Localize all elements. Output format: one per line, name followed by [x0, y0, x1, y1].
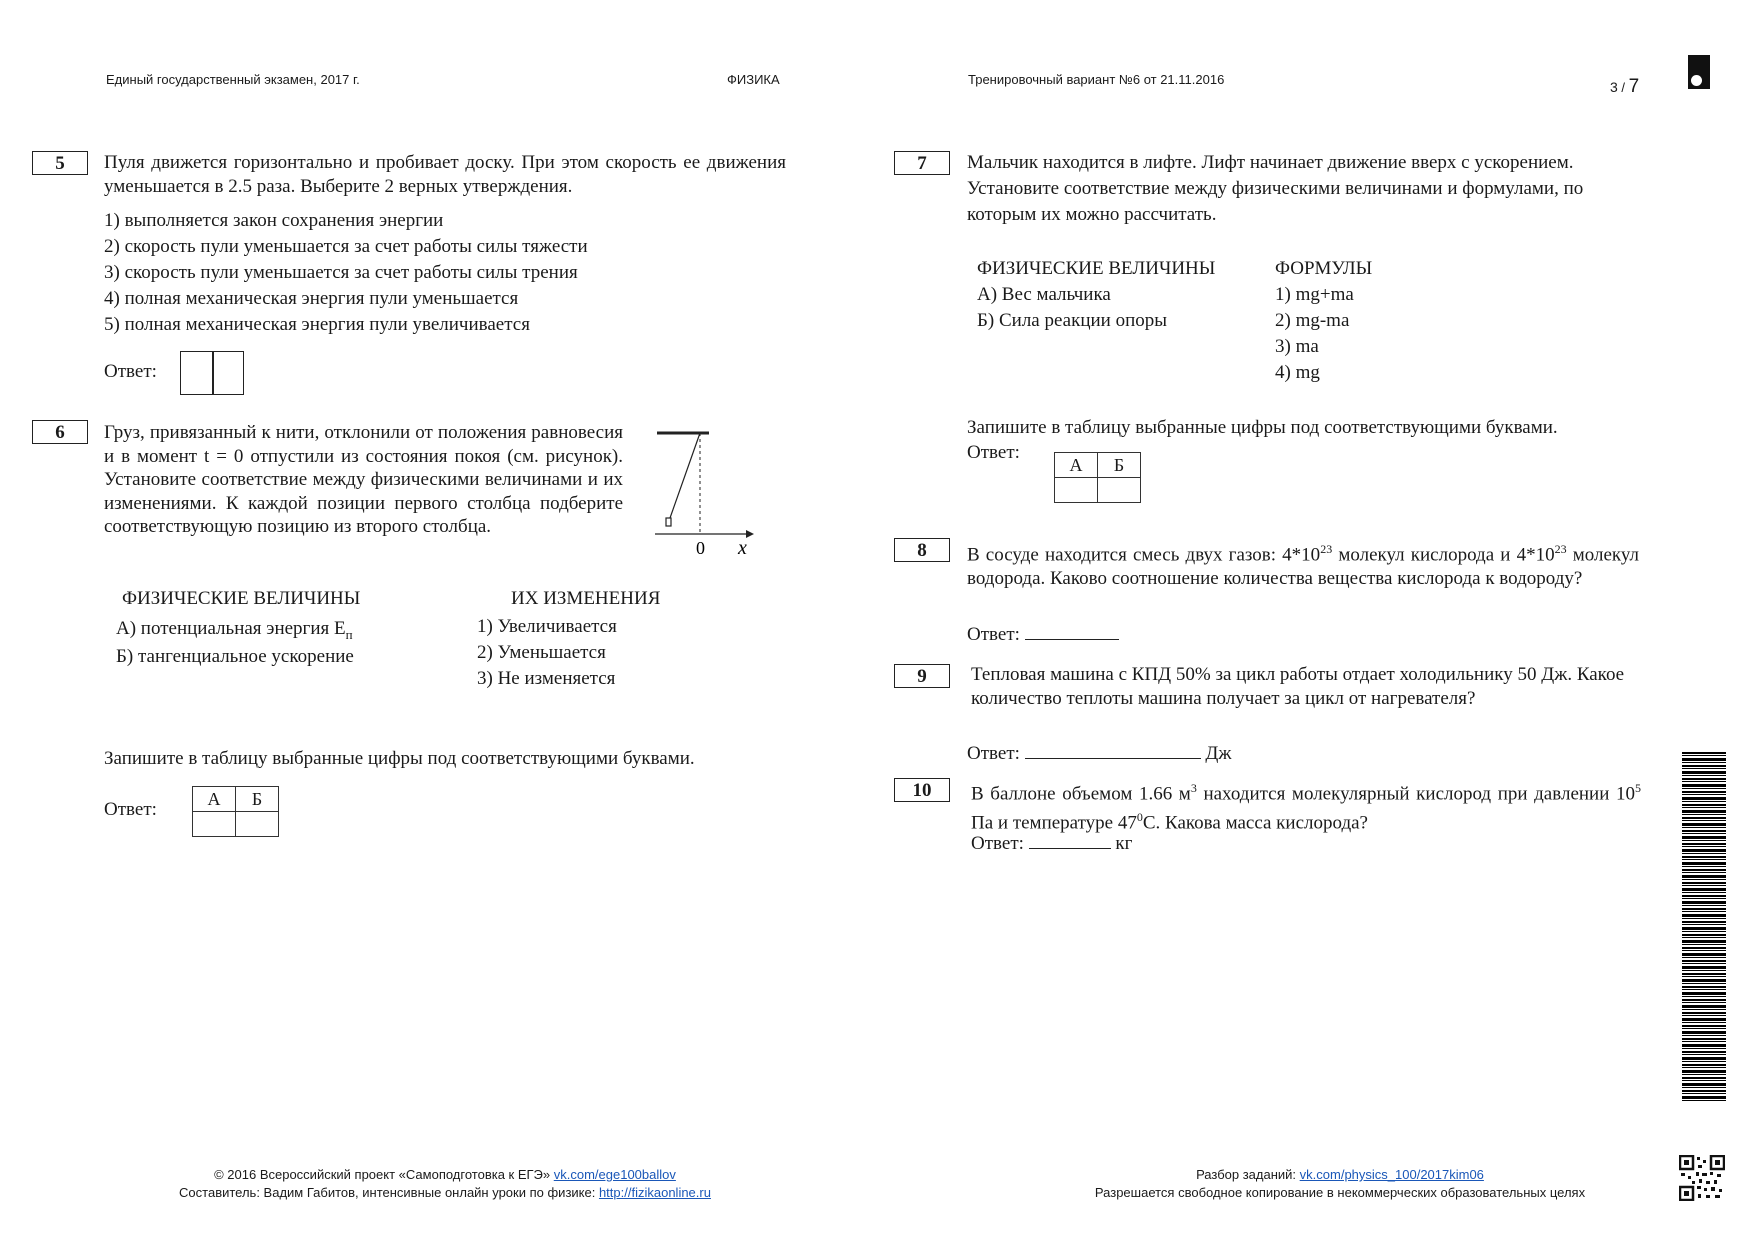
pendulum-string: [670, 433, 700, 518]
q7-text: Мальчик находится в лифте. Лифт начинает движение вверх с ускорением. Установите соответствие между физическими величинами и формулами, по которым их можно рассчитать.: [967, 152, 1584, 225]
q9-answer: [967, 743, 1232, 765]
q7-answer-table: [1054, 452, 1141, 503]
q7-instruction: Запишите в таблицу выбранные цифры под соответствующими буквами.: [967, 417, 1558, 438]
q10-text-part: Па и температуре 47: [971, 812, 1137, 834]
q10-exponent: 0: [1136, 809, 1143, 824]
header-subject: ФИЗИКА: [727, 72, 780, 87]
corner-marker-icon: [1688, 55, 1716, 89]
footer-left-line1: [0, 1167, 890, 1182]
q7-col2-item: 2) mg-ma: [1275, 310, 1350, 331]
q5-option: 3) скорость пули уменьшается за счет работы силы трения: [104, 262, 578, 283]
q5-answer-label: Ответ:: [104, 361, 157, 382]
q6-col2-header: ИХ ИЗМЕНЕНИЯ: [511, 588, 661, 609]
q6-instruction: Запишите в таблицу выбранные цифры под соответствующими буквами.: [104, 748, 695, 769]
question-number-9: 9: [894, 664, 950, 688]
question-number-5: 5: [32, 151, 88, 175]
footer-author-link[interactable]: http://fizikaonline.ru: [598, 1185, 711, 1200]
q10-answer: [971, 833, 1132, 855]
q6-table-header-a: А: [193, 787, 236, 812]
q7-col2-item: 3) ma: [1275, 336, 1319, 357]
q8-answer-label: Ответ:: [967, 624, 1020, 645]
x-axis-arrow-icon: [746, 530, 754, 538]
q6-col2-item: 1) Увеличивается: [477, 616, 617, 637]
q5-answer-box[interactable]: [180, 351, 244, 395]
q9-answer-label: Ответ:: [967, 743, 1020, 764]
q10-text-part: находится молекулярный кислород при давлении 10: [1196, 783, 1635, 805]
q7-col1-item: Б) Сила реакции опоры: [977, 310, 1168, 331]
q9-unit: Дж: [1205, 743, 1232, 764]
q7-table-header-a: А: [1055, 453, 1098, 478]
q6-col2-item: 3) Не изменяется: [477, 668, 616, 689]
q8-answer: [967, 624, 1119, 646]
footer-project-link[interactable]: vk.com/ege100ballov: [553, 1167, 676, 1182]
q6-col2-items: [477, 614, 617, 692]
question-number-10: 10: [894, 778, 950, 802]
q7-answer-label: Ответ:: [967, 442, 1020, 463]
footer-left-line2: [0, 1185, 890, 1200]
q5-text: Пуля движется горизонтально и пробивает доску. При этом скорость ее движения уменьшается в 2.5 раза. Выберите 2 верных утверждения.: [104, 152, 786, 197]
q10-text-part: С. Какова масса кислорода?: [1142, 812, 1368, 834]
pendulum-figure: [650, 428, 760, 558]
pendulum-bob: [666, 518, 671, 526]
q5-option: 5) полная механическая энергия пули увеличивается: [104, 314, 530, 335]
q7-col2-items: [1275, 282, 1354, 386]
q10-exponent: 3: [1190, 781, 1197, 795]
q10-text: [971, 777, 1641, 835]
q9-answer-line[interactable]: [1025, 758, 1201, 759]
q6-answer-cell-b[interactable]: [236, 812, 279, 837]
q7-col2-item: 4) mg: [1275, 362, 1320, 383]
q8-answer-line[interactable]: [1025, 639, 1119, 640]
barcode-icon: [1682, 752, 1726, 1102]
q8-text-part: В сосуде находится смесь двух газов: 4*10: [967, 544, 1321, 566]
footer-right-line1: [960, 1167, 1720, 1182]
q7-answer-cell-b[interactable]: [1098, 478, 1141, 503]
q8-exponent: 23: [1554, 542, 1567, 556]
q10-answer-label: Ответ:: [971, 833, 1024, 854]
q6-col1-item-a-subscript: п: [345, 626, 353, 642]
question-number-7: 7: [894, 151, 950, 175]
q8-exponent: 23: [1320, 542, 1333, 556]
q7-col2-item: 1) mg+ma: [1275, 284, 1354, 305]
q6-col2-item: 2) Уменьшается: [477, 642, 606, 663]
header-variant: Тренировочный вариант №6 от 21.11.2016: [968, 72, 1225, 87]
q6-answer-label: Ответ:: [104, 799, 157, 820]
q10-exponent: 5: [1635, 781, 1641, 795]
footer-analysis-link[interactable]: vk.com/physics_100/2017kim06: [1299, 1167, 1484, 1182]
header-exam-title: Единый государственный экзамен, 2017 г.: [106, 72, 360, 87]
q8-text: [967, 538, 1639, 590]
q5-options: [104, 208, 588, 338]
q7-table-header-b: Б: [1098, 453, 1141, 478]
q10-text-part: В баллоне объемом 1.66 м: [971, 783, 1191, 805]
q8-text-part: молекул кислорода и 4*10: [1332, 544, 1555, 566]
page-number: [1610, 76, 1639, 98]
q6-answer-table: [192, 786, 279, 837]
q5-option: 2) скорость пули уменьшается за счет работы силы тяжести: [104, 236, 588, 257]
q7-col2-header: ФОРМУЛЫ: [1275, 258, 1373, 279]
figure-x-label: x: [738, 537, 747, 558]
q6-col1-item-a-text: А) потенциальная энергия Е: [116, 618, 346, 639]
q7-col1-header: ФИЗИЧЕСКИЕ ВЕЛИЧИНЫ: [977, 258, 1216, 279]
q6-text: Груз, привязанный к нити, отклонили от положения равновесия и в момент t = 0 отпустили из состояния покоя (см. рисунок). Установите соответствие между физическими величинами и их изменениями. К каждой позиции первого столбца подберите соответствующую позицию из второго столбца.: [104, 422, 623, 538]
q6-answer-cell-a[interactable]: [193, 812, 236, 837]
q7-col1-items: [977, 282, 1167, 334]
page-current: 3: [1610, 79, 1618, 95]
footer-author-text: Составитель: Вадим Габитов, интенсивные онлайн уроки по физике:: [179, 1185, 599, 1200]
q6-table-header-b: Б: [236, 787, 279, 812]
footer-copyright-notice: Разрешается свободное копирование в некоммерческих образовательных целях: [1094, 1185, 1586, 1200]
page-separator: /: [1617, 80, 1629, 95]
q5-option: 4) полная механическая энергия пули уменьшается: [104, 288, 519, 309]
q7-col1-item: А) Вес мальчика: [977, 284, 1111, 305]
footer-analysis-text: Разбор заданий:: [1196, 1167, 1300, 1182]
page-total: 7: [1628, 76, 1640, 97]
q6-col1-item-a: [116, 617, 353, 646]
q6-col1-item-b: Б) тангенциальное ускорение: [116, 646, 354, 667]
q8-text-part: молекул водорода. Каково соотношение количества вещества кислорода к водороду?: [967, 544, 1640, 589]
q10-answer-line[interactable]: [1029, 848, 1111, 849]
question-number-8: 8: [894, 538, 950, 562]
question-number-6: 6: [32, 420, 88, 444]
q5-option: 1) выполняется закон сохранения энергии: [104, 210, 444, 231]
q6-col1-header: ФИЗИЧЕСКИЕ ВЕЛИЧИНЫ: [122, 588, 361, 609]
footer-project-text: © 2016 Всероссийский проект «Самоподготовка к ЕГЭ»: [214, 1167, 554, 1182]
q10-unit: кг: [1115, 833, 1133, 854]
qr-code-icon: [1679, 1155, 1725, 1201]
figure-zero-label: 0: [696, 538, 705, 558]
q9-text: Тепловая машина с КПД 50% за цикл работы отдает холодильнику 50 Дж. Какое количество теплоты машина получает за цикл от нагревателя?: [971, 664, 1625, 709]
q7-answer-cell-a[interactable]: [1055, 478, 1098, 503]
